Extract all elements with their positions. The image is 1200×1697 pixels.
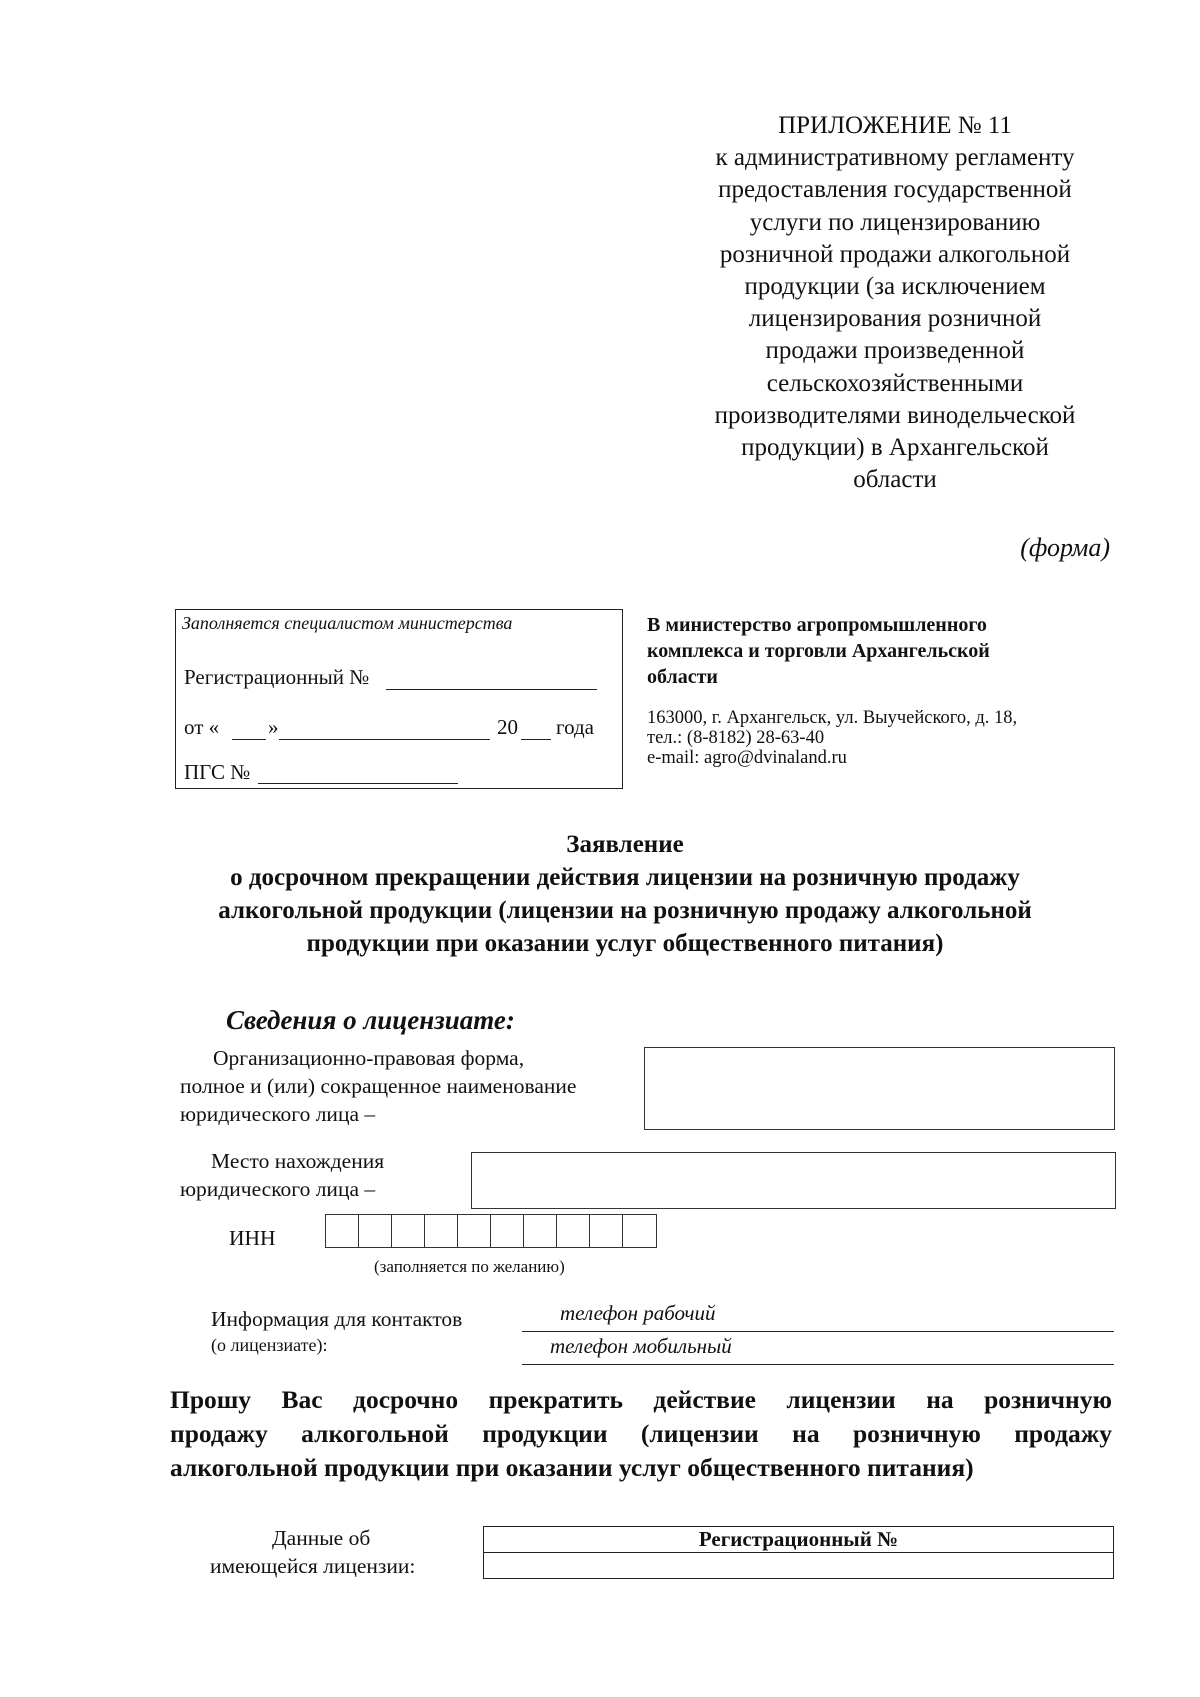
- inn-cell[interactable]: [491, 1215, 524, 1247]
- appendix-line: предоставления государственной: [718, 176, 1072, 204]
- ministry-address: 163000, г. Архангельск, ул. Выучейского, д. 18,: [647, 708, 1018, 728]
- location-input-box[interactable]: [471, 1152, 1116, 1209]
- contacts-sub-label: (о лицензиате):: [211, 1335, 328, 1355]
- inn-cell[interactable]: [590, 1215, 623, 1247]
- title-heading: Заявление: [566, 831, 684, 858]
- title-line: алкогольной продукции (лицензии на розничную продажу алкогольной: [218, 897, 1032, 924]
- appendix-line: продукции (за исключением: [744, 273, 1046, 301]
- reg-number-field[interactable]: [386, 689, 597, 690]
- year-suffix: года: [556, 715, 594, 739]
- document-title: [150, 828, 1100, 960]
- inn-cell[interactable]: [359, 1215, 392, 1247]
- license-table: [483, 1526, 1114, 1579]
- ministry-block: [647, 612, 1117, 768]
- phone-work-label: телефон рабочий: [560, 1301, 716, 1325]
- pgs-field[interactable]: [258, 783, 458, 784]
- inn-cell[interactable]: [392, 1215, 425, 1247]
- inn-cell[interactable]: [458, 1215, 491, 1247]
- appendix-header: [660, 110, 1130, 496]
- phone-work-field[interactable]: [522, 1331, 1114, 1332]
- appendix-line: области: [853, 466, 937, 494]
- location-label-line: Место нахождения: [211, 1149, 385, 1173]
- table-row: [484, 1527, 1114, 1553]
- ministry-email: e-mail: agro@dvinaland.ru: [647, 748, 847, 768]
- request-line: алкогольной продукции при оказании услуг общественного питания): [170, 1453, 974, 1482]
- phone-mobile-field[interactable]: [522, 1364, 1114, 1365]
- license-table-header: Регистрационный №: [484, 1527, 1114, 1553]
- org-form-label-line: юридического лица –: [180, 1102, 376, 1126]
- contacts-label: Информация для контактов: [211, 1307, 463, 1331]
- appendix-line: сельскохозяйственными: [766, 369, 1024, 397]
- license-reg-number-cell[interactable]: [484, 1553, 1114, 1579]
- appendix-line: к административному регламенту: [715, 144, 1075, 172]
- licensee-heading: Сведения о лицензиате:: [226, 1005, 515, 1035]
- inn-cell[interactable]: [425, 1215, 458, 1247]
- license-data-label-line: Данные об: [272, 1526, 371, 1550]
- inn-cell[interactable]: [326, 1215, 359, 1247]
- title-line: о досрочном прекращении действия лицензии на розничную продажу: [230, 864, 1020, 891]
- inn-label: ИНН: [229, 1226, 276, 1250]
- org-name-input-box[interactable]: [644, 1047, 1115, 1130]
- ministry-name-line: комплекса и торговли Архангельской: [647, 640, 990, 662]
- appendix-line: производителями винодельческой: [714, 401, 1076, 429]
- table-row: [484, 1553, 1114, 1579]
- reg-number-label: Регистрационный №: [184, 665, 370, 689]
- specialist-caption: Заполняется специалистом министерства: [182, 613, 513, 633]
- appendix-line: розничной продажи алкогольной: [719, 240, 1071, 268]
- specialist-box: [175, 609, 623, 789]
- ministry-name-line: области: [647, 666, 718, 688]
- license-data-label-line: имеющейся лицензии:: [210, 1554, 416, 1578]
- appendix-line: продажи произведенной: [765, 337, 1025, 365]
- date-quote-close: »: [268, 715, 279, 739]
- request-line: продажу алкогольной продукции (лицензии на розничную продажу: [170, 1419, 1112, 1448]
- inn-input-cells[interactable]: [325, 1214, 657, 1248]
- form-note: (форма): [1020, 533, 1110, 562]
- date-day-field[interactable]: [232, 739, 266, 740]
- year-field[interactable]: [521, 739, 551, 740]
- request-paragraph: [170, 1383, 1112, 1485]
- request-line: Прошу Вас досрочно прекратить действие лицензии на розничную: [170, 1385, 1112, 1414]
- appendix-line: продукции) в Архангельской: [741, 434, 1049, 462]
- appendix-line: услуги по лицензированию: [749, 208, 1041, 236]
- date-month-field[interactable]: [279, 739, 490, 740]
- year-prefix: 20: [497, 715, 518, 739]
- pgs-label: ПГС №: [184, 760, 251, 784]
- phone-mobile-label: телефон мобильный: [550, 1334, 732, 1358]
- inn-note: (заполняется по желанию): [374, 1257, 565, 1276]
- org-form-label-line: полное и (или) сокращенное наименование: [180, 1074, 577, 1098]
- org-form-label-line: Организационно-правовая форма,: [213, 1046, 525, 1070]
- title-line: продукции при оказании услуг общественного питания): [306, 930, 944, 957]
- appendix-line: лицензирования розничной: [748, 305, 1042, 333]
- ministry-phone: тел.: (8-8182) 28-63-40: [647, 728, 825, 748]
- date-from-label: от «: [184, 715, 220, 739]
- inn-cell[interactable]: [623, 1215, 656, 1247]
- inn-cell[interactable]: [524, 1215, 557, 1247]
- ministry-name-line: В министерство агропромышленного: [647, 614, 987, 636]
- inn-cell[interactable]: [557, 1215, 590, 1247]
- appendix-line: ПРИЛОЖЕНИЕ № 11: [778, 112, 1012, 139]
- location-label-line: юридического лица –: [180, 1177, 376, 1201]
